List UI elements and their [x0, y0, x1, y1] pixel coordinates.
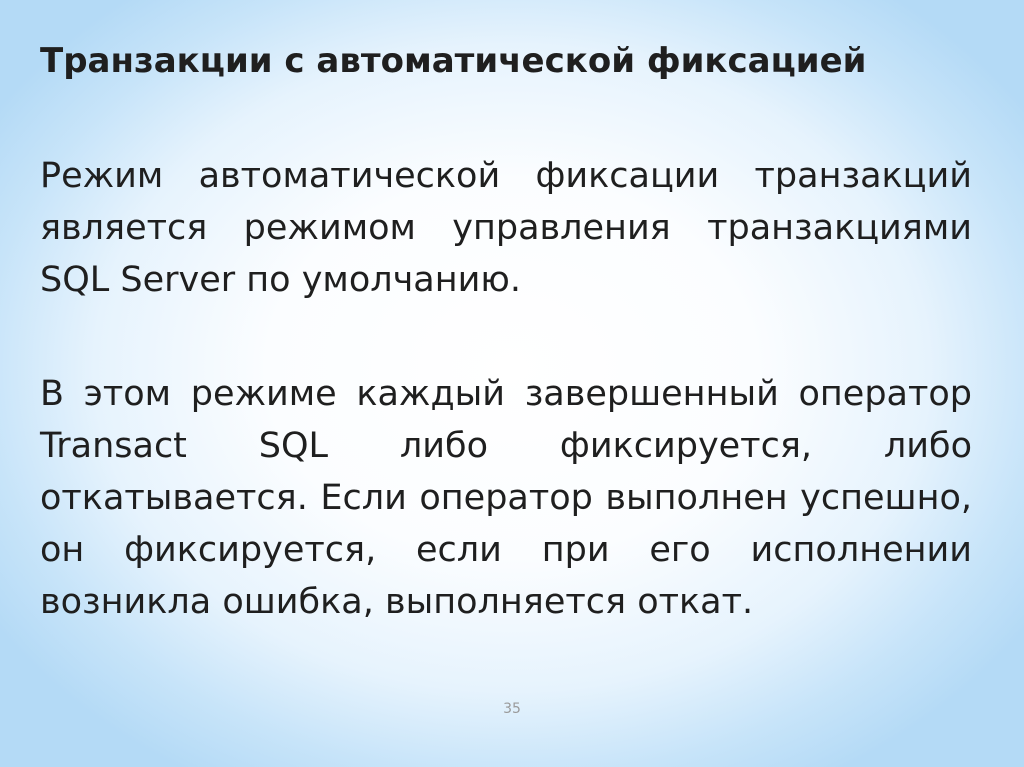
- slide-page-number: 35: [503, 701, 521, 717]
- paragraph-auto-commit-behavior: В этом режиме каждый завершенный оператор Transact SQL либо фиксируется, либо откатывается. Если оператор выполнен успешно, он фиксируется, если при его исполнении возникла ошибка, выполняется откат.: [40, 374, 972, 622]
- paragraph-auto-commit-definition: Режим автоматической фиксации транзакций является режимом управления транзакциями SQL Server по умолчанию.: [40, 156, 972, 300]
- slide-title: Транзакции с автоматической фиксацией: [40, 41, 867, 81]
